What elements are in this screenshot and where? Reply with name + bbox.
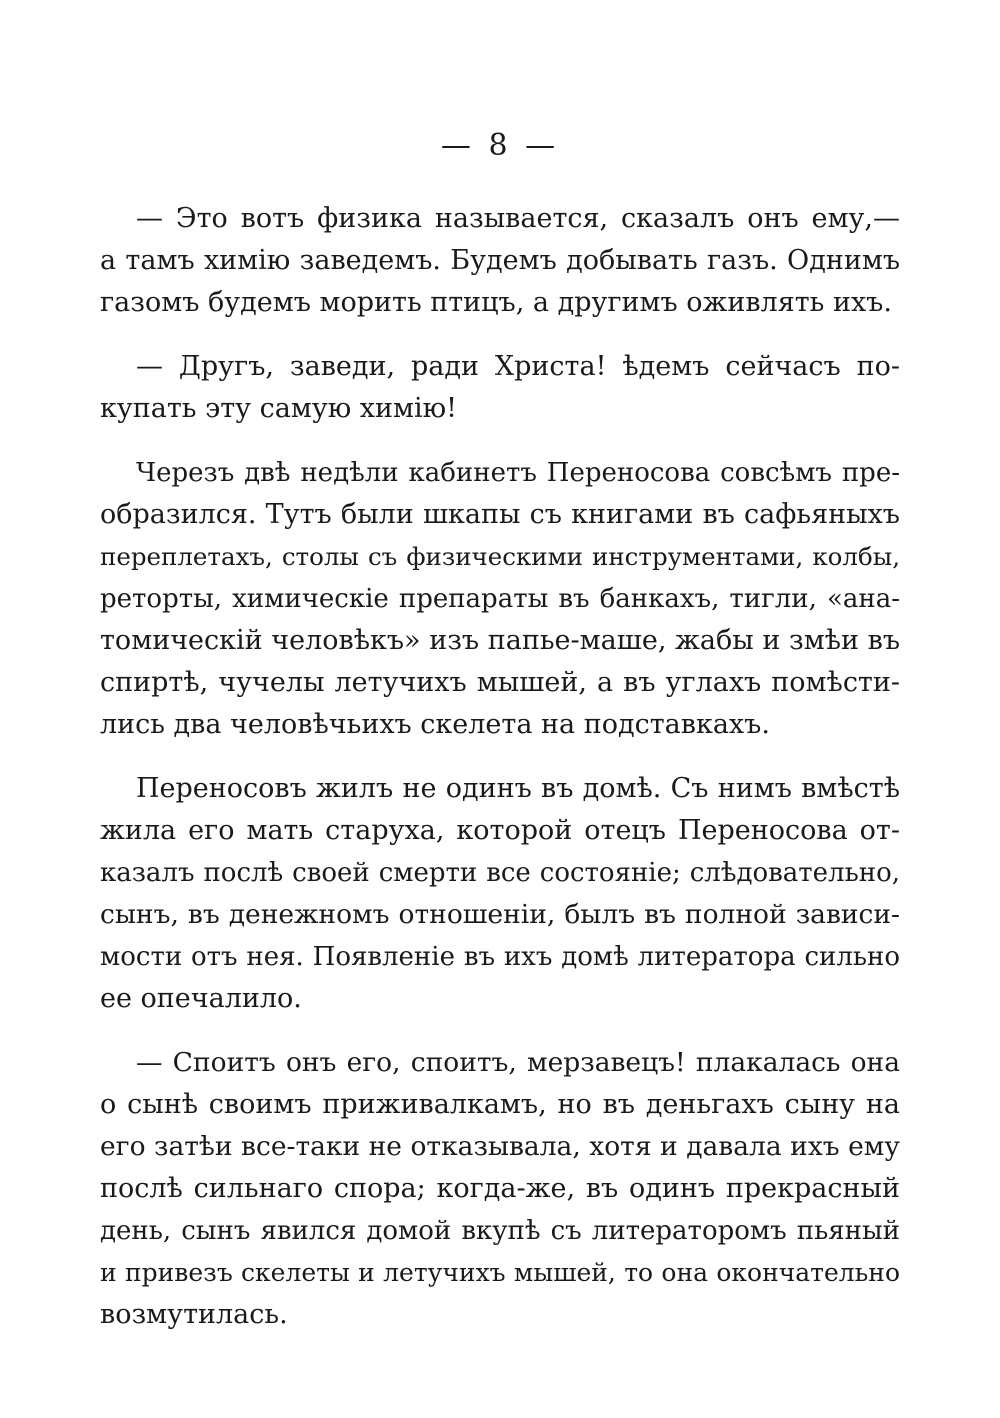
text-line: Переносовъ жилъ не одинъ въ домѣ. Съ нимъ вмѣстѣ <box>136 773 900 804</box>
page-number: — 8 — <box>440 128 560 163</box>
paragraph-4 <box>100 768 900 1020</box>
text-line: казалъ послѣ своей смерти все состояніе; слѣдовательно, <box>100 858 900 888</box>
text-line: — Это вотъ физика называется, сказалъ онъ ему,— <box>136 203 900 234</box>
text-line: переплетахъ, столы съ физическими инструментами, колбы, <box>100 542 900 571</box>
text-line: ее опечалило. <box>100 983 302 1014</box>
text-line: возмутилась. <box>100 1299 288 1330</box>
text-line: Черезъ двѣ недѣли кабинетъ Переносова совсѣмъ пре- <box>136 458 900 488</box>
text-line: лись два человѣчьихъ скелета на подставкахъ. <box>100 709 770 740</box>
text-line: — Другъ, заведи, ради Христа! ѣдемъ сейчасъ по- <box>136 351 900 382</box>
text-line: сынъ, въ денежномъ отношеніи, былъ въ полной зависи- <box>100 899 900 930</box>
text-line: купать эту самую химію! <box>100 393 458 424</box>
text-line: — Споитъ онъ его, споитъ, мерзавецъ! плакалась она <box>136 1047 900 1078</box>
text-line: реторты, химическіе препараты въ банкахъ, тигли, «ана- <box>100 584 900 614</box>
text-line: и привезъ скелеты и летучихъ мышей, то она окончательно <box>100 1258 900 1287</box>
text-line: томическій человѣкъ» изъ папье-маше, жабы и змѣи въ <box>100 625 900 656</box>
text-line: газомъ будемъ морить птицъ, а другимъ оживлять ихъ. <box>100 287 892 318</box>
paragraph-5 <box>100 1042 900 1336</box>
paragraph-1 <box>100 198 900 324</box>
text-line: послѣ сильнаго спора; когда-же, въ одинъ прекрасный <box>100 1173 900 1204</box>
text-line: жила его мать старуха, которой отецъ Переносова от- <box>100 815 900 846</box>
text-line: мости отъ нея. Появленіе въ ихъ домѣ литератора сильно <box>100 942 900 972</box>
paragraph-3 <box>100 452 900 746</box>
text-line: его затѣи все-таки не отказывала, хотя и давала ихъ ему <box>100 1131 900 1162</box>
text-line: а тамъ химію заведемъ. Будемъ добывать газъ. Однимъ <box>100 245 900 276</box>
text-line: спиртѣ, чучелы летучихъ мышей, а въ углахъ помѣсти- <box>100 667 900 698</box>
text-line: образился. Тутъ были шкапы съ книгами въ сафьяныхъ <box>100 499 900 530</box>
paragraph-2 <box>100 346 900 430</box>
text-line: день, сынъ явился домой вкупѣ съ литераторомъ пьяный <box>100 1216 900 1246</box>
page-text <box>100 198 900 1358</box>
text-line: о сынѣ своимъ приживалкамъ, но въ деньгахъ сыну на <box>100 1089 900 1120</box>
